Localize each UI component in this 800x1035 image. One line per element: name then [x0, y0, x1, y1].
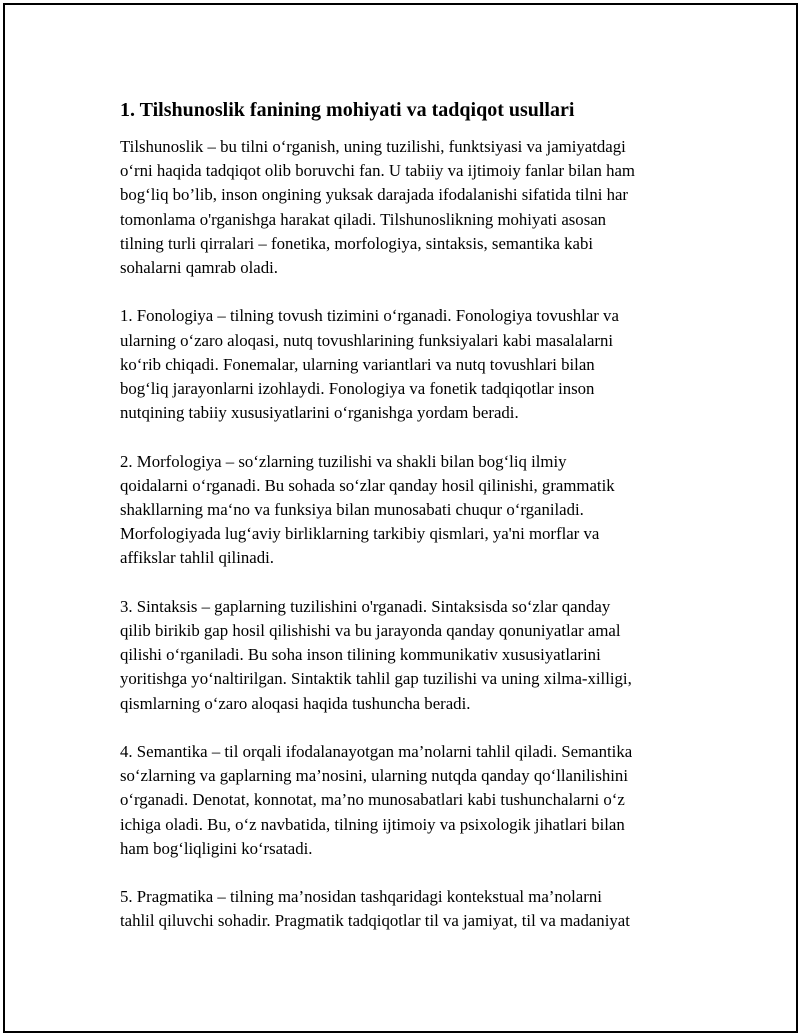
text-line: qilishi o‘rganiladi. Bu soha inson tilining kommunikativ xususiyatlarini [120, 645, 601, 665]
text-line: ichiga oladi. Bu, o‘z navbatida, tilning ijtimoiy va psixologik jihatlari bilan [120, 814, 625, 834]
text-line: qilib birikib gap hosil qilishishi va bu jarayonda qanday qonuniyatlar amal [120, 621, 621, 641]
text-line: ham bog‘liqligini ko‘rsatadi. [120, 838, 313, 858]
paragraph [120, 450, 695, 571]
paragraph [120, 135, 695, 280]
text-line: tomonlama o'rganishga harakat qiladi. Tilshunoslikning mohiyati asosan [120, 209, 607, 229]
paragraph-list [120, 135, 695, 934]
text-line: 2. Morfologiya – so‘zlarning tuzilishi va shakli bilan bog‘liq ilmiy [120, 451, 567, 471]
paragraph [120, 740, 695, 861]
text-line: 4. Semantika – til orqali ifodalanayotgan ma’nolarni tahlil qiladi. Semantika [120, 742, 633, 762]
text-line: qoidalarni o‘rganadi. Bu sohada so‘zlar qanday hosil qilinishi, grammatik [120, 475, 615, 495]
text-line: affikslar tahlil qilinadi. [120, 548, 274, 568]
text-line: nutqining tabiiy xususiyatlarini o‘rganishga yordam beradi. [120, 403, 519, 423]
paragraph [120, 595, 695, 716]
text-line: shakllarning ma‘no va funksiya bilan munosabati chuqur o‘rganiladi. [120, 500, 584, 520]
text-line: sohalarni qamrab oladi. [120, 258, 278, 278]
text-line: 1. Fonologiya – tilning tovush tizimini o‘rganadi. Fonologiya tovushlar va [120, 306, 619, 326]
text-line: 3. Sintaksis – gaplarning tuzilishini o'rganadi. Sintaksisda so‘zlar qanday [120, 596, 611, 616]
text-line: Tilshunoslik – bu tilni o‘rganish, uning tuzilishi, funktsiyasi va jamiyatdagi [120, 137, 626, 156]
text-line: bog‘liq bo’lib, inson ongining yuksak darajada ifodalanishi sifatida tilni har [120, 185, 629, 205]
document-content [120, 97, 695, 958]
text-line: qismlarning o‘zaro aloqasi haqida tushuncha beradi. [120, 693, 471, 713]
text-line: ko‘rib chiqadi. Fonemalar, ularning variantlari va nutq tovushlari bilan [120, 354, 595, 374]
text-line: so‘zlarning va gaplarning ma’nosini, ularning nutqda qanday qo‘llanilishini [120, 766, 628, 786]
paragraph [120, 304, 695, 425]
text-line: yoritishga yo‘naltirilgan. Sintaktik tahlil gap tuzilishi va uning xilma-xilligi, [120, 669, 632, 689]
text-line: bog‘liq jarayonlarni izohlaydi. Fonologiya va fonetik tadqiqotlar inson [120, 379, 595, 399]
text-line: tahlil qiluvchi sohadir. Pragmatik tadqiqotlar til va jamiyat, til va madaniyat [120, 911, 630, 931]
document-page [3, 3, 798, 1033]
paragraph [120, 885, 695, 933]
text-line: o‘rganadi. Denotat, konnotat, ma’no munosabatlari kabi tushunchalarni o‘z [120, 790, 625, 810]
text-line: o‘rni haqida tadqiqot olib boruvchi fan. U tabiiy va ijtimoiy fanlar bilan ham [120, 161, 635, 181]
text-line: 5. Pragmatika – tilning ma’nosidan tashqaridagi kontekstual ma’nolarni [120, 887, 602, 907]
text-line: tilning turli qirralari – fonetika, morfologiya, sintaksis, semantika kabi [120, 233, 594, 253]
section-heading: 1. Tilshunoslik fanining mohiyati va tadqiqot usullari [120, 99, 575, 121]
text-line: Morfologiyada lug‘aviy birliklarning tarkibiy qismlari, ya'ni morflar va [120, 524, 600, 544]
text-line: ularning o‘zaro aloqasi, nutq tovushlarining funksiyalari kabi masalalarni [120, 330, 614, 350]
